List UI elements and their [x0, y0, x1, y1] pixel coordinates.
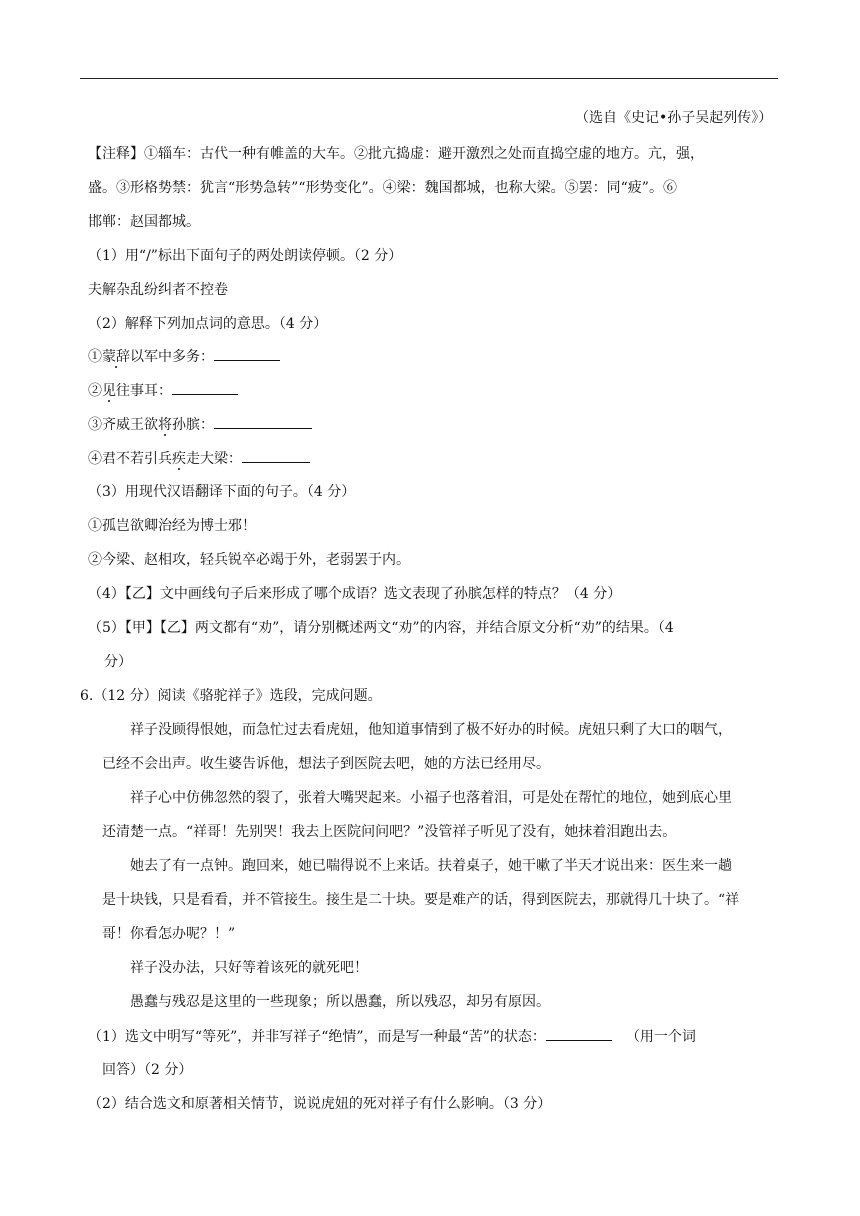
q3-sentence-2: ②今梁、赵相攻，轻兵锐卒必竭于外，老弱罢于内。: [88, 552, 410, 568]
q6-sub1-line-1: （1）选文中明写“等死”，并非写祥子“绝情”，而是写一种最“苦”的状态： （用一个词: [88, 1026, 696, 1047]
dotted-word: 见: [102, 383, 116, 399]
q4-prompt: （4）【乙】文中画线句子后来形成了哪个成语？选文表现了孙膑怎样的特点？（4 分）: [88, 586, 622, 602]
q2-item-2: ②见往事耳：: [88, 380, 238, 401]
q2-prompt: （2）解释下列加点词的意思。（4 分）: [88, 316, 328, 332]
answer-blank[interactable]: [546, 1026, 612, 1041]
answer-blank[interactable]: [214, 414, 312, 429]
dotted-word: 疾: [172, 451, 186, 467]
notes-line-2: 盛。③形格势禁：犹言“形势急转”“形势变化”。④梁：魏国都城，也称大梁。⑤罢：同“疲”。⑥: [88, 180, 677, 196]
q6-sub2-prompt: （2）结合选文和原著相关情节，说说虎妞的死对祥子有什么影响。（3 分）: [88, 1096, 552, 1112]
answer-blank[interactable]: [172, 380, 238, 395]
header-rule: [80, 78, 778, 79]
passage-p2-line-1: 祥子心中仿佛忽然的裂了，张着大嘴哭起来。小福子也落着泪，可是处在帮忙的地位，她到底心里: [130, 790, 732, 806]
q2-item-4: ④君不若引兵疾走大梁：: [88, 448, 310, 469]
passage-p2-line-2: 还清楚一点。“祥哥！先别哭！我去上医院问问吧？”没管祥子听见了没有，她抹着泪跑出去。: [102, 824, 677, 840]
q5-prompt-line-2: 分）: [104, 654, 132, 670]
passage-p1-line-1: 祥子没顾得恨她，而急忙过去看虎妞，他知道事情到了极不好办的时候。虎妞只剩了大口的咽气，: [130, 722, 732, 738]
q6-sub1-line-2: 回答）（2 分）: [102, 1062, 193, 1078]
passage-p5: 愚蠢与残忍是这里的一些现象；所以愚蠢，所以残忍，却另有原因。: [130, 994, 550, 1010]
q5-prompt-line-1: （5）【甲】【乙】两文都有“劝”，请分别概述两文“劝”的内容，并结合原文分析“劝”的结果。（4: [88, 620, 674, 636]
q3-prompt: （3）用现代汉语翻译下面的句子。（4 分）: [88, 484, 356, 500]
notes-line-3: 邯郸：赵国都城。: [88, 214, 200, 230]
q2-item-1: ①蒙辞以军中多务：: [88, 346, 280, 367]
dotted-word: 将: [158, 417, 172, 433]
q6-header: 6.（12 分）阅读《骆驼祥子》选段，完成问题。: [80, 688, 382, 704]
q3-sentence-1: ①孤岂欲卿治经为博士邪！: [88, 518, 256, 534]
passage-p3-line-1: 她去了有一点钟。跑回来，她已喘得说不上来话。扶着桌子，她干嗽了半天才说出来：医生来一趟: [130, 858, 732, 874]
dotted-word: 蒙辞: [102, 349, 130, 365]
q1-prompt: （1）用“/”标出下面句子的两处朗读停顿。（2 分）: [88, 248, 403, 264]
passage-p1-line-2: 已经不会出声。收生婆告诉他，想法子到医院去吧，她的方法已经用尽。: [102, 756, 550, 772]
notes-line-1: 【注释】①辎车：古代一种有帷盖的大车。②批亢捣虚：避开激烈之处而直捣空虚的地方。亢，强，: [88, 146, 704, 162]
answer-blank[interactable]: [214, 346, 280, 361]
q2-item-3: ③齐威王欲将孙膑：: [88, 414, 312, 435]
source-citation: （选自《史记•孙子吴起列传》）: [575, 110, 773, 126]
passage-p3-line-3: 哥！你看怎办呢？！”: [102, 926, 236, 942]
answer-blank[interactable]: [242, 448, 310, 463]
passage-p3-line-2: 是十块钱，只是看看，并不管接生。接生是二十块。要是难产的话，得到医院去，那就得几十块了。“祥: [102, 892, 740, 908]
passage-p4: 祥子没办法，只好等着该死的就死吧！: [130, 960, 368, 976]
q1-sentence: 夫解杂乱纷纠者不控卷: [88, 282, 228, 298]
